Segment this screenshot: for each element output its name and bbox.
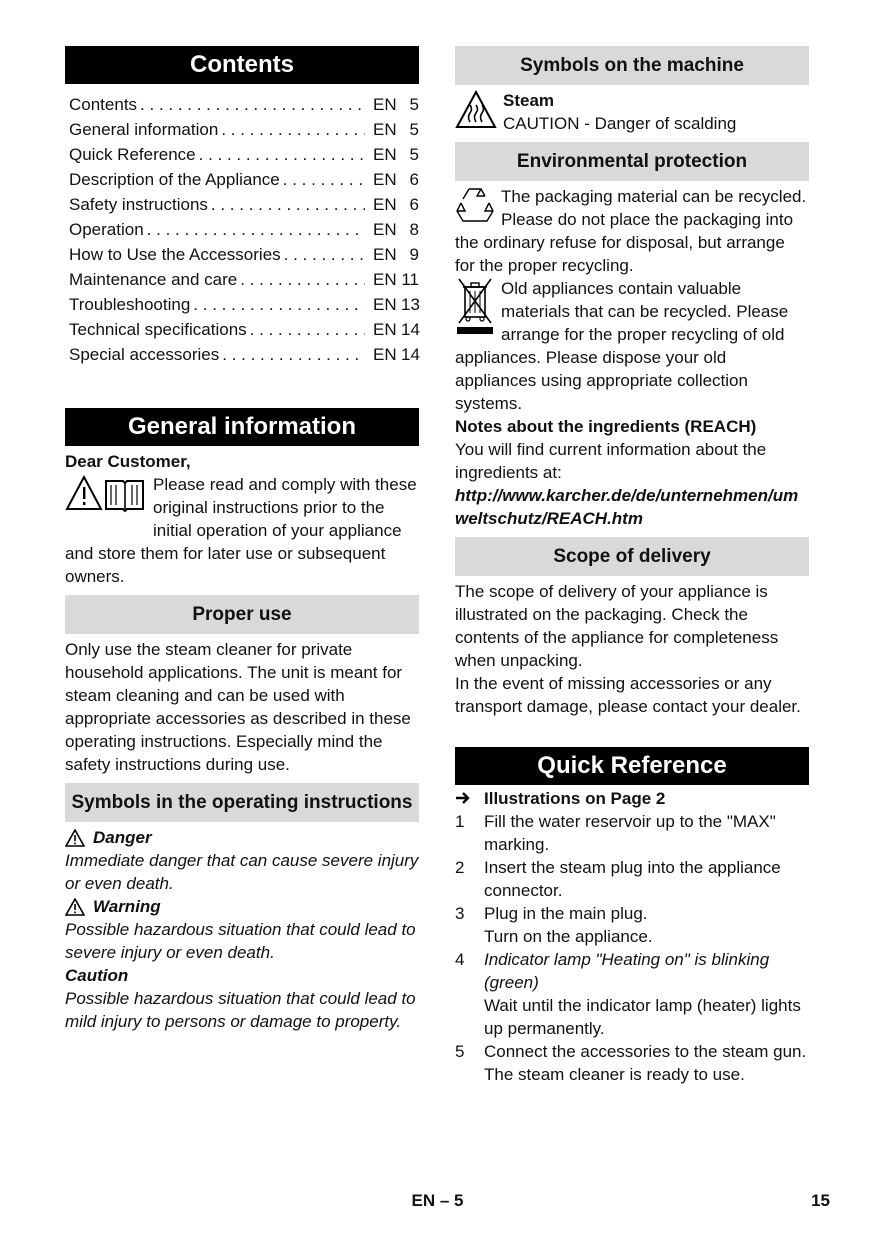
environmental-protection-heading: Environmental protection	[455, 142, 809, 181]
toc-row[interactable]: Safety instructions . . . EN 6	[69, 192, 419, 217]
quick-reference-list	[455, 787, 809, 1086]
quick-reference-heading: Quick Reference	[455, 747, 809, 785]
dear-customer-text: Dear Customer,	[65, 452, 191, 471]
old-appliances-section	[455, 277, 809, 415]
list-item: 3 Plug in the main plug. Turn on the appliance.	[455, 904, 653, 946]
proper-use-heading: Proper use	[65, 595, 419, 634]
toc-row[interactable]: Quick Reference . . . EN 5	[69, 142, 419, 167]
general-information-heading: General information	[65, 408, 419, 446]
reach-heading: Notes about the ingredients (REACH)	[455, 417, 757, 436]
arrow-right-icon	[455, 787, 484, 810]
toc-row[interactable]: Operation . . . EN 8	[69, 217, 419, 242]
symbols-machine-heading: Symbols on the machine	[455, 46, 809, 85]
table-of-contents	[65, 92, 419, 367]
danger-text: Immediate danger that can cause severe injury or even death.	[65, 851, 419, 893]
symbols-operating-heading: Symbols in the operating instructions	[65, 783, 419, 822]
general-information-section	[65, 450, 419, 588]
warning-icon	[65, 898, 85, 916]
steam-label: Steam	[503, 91, 555, 110]
toc-row[interactable]: Troubleshooting . . . EN 13	[69, 292, 419, 317]
recycling-icon	[455, 185, 495, 231]
list-item: 5 Connect the accessories to the steam gun. The steam cleaner is ready to use.	[455, 1042, 807, 1084]
old-appliances-text: Old appliances contain valuable materials that can be recycled. Please arrange for the proper recycling of old appliances. Please dispose your old appliances using appropriate collection systems.	[455, 279, 789, 413]
packaging-recycling-section	[455, 185, 809, 277]
right-column	[455, 46, 809, 1086]
hot-steam-warning-icon	[455, 89, 497, 137]
proper-use-text: Only use the steam cleaner for private household applications. The unit is meant for steam cleaning and can be used with appropriate accessories as described in these operating instructions. Especially mind the safety instructions during use.	[65, 640, 411, 774]
toc-row[interactable]: Special accessories . . . EN 14	[69, 342, 419, 367]
danger-label: Danger	[93, 828, 152, 847]
reach-text: You will find current information about the ingredients at:	[455, 440, 767, 482]
page-number: 15	[811, 1191, 830, 1210]
steam-text: CAUTION - Danger of scalding	[503, 114, 737, 133]
list-item: 1 Fill the water reservoir up to the "MAX" marking.	[455, 812, 776, 854]
warning-manual-icon	[65, 473, 147, 523]
list-item: 2 Insert the steam plug into the appliance connector.	[455, 858, 781, 900]
crossed-bin-icon	[455, 277, 495, 345]
scope-text-dealer: In the event of missing accessories or any transport damage, please contact your dealer.	[455, 674, 801, 716]
packaging-text: The packaging material can be recycled. Please do not place the packaging into the ordinary refuse for disposal, but arrange for the proper recycling.	[455, 187, 807, 275]
list-item: 4 Indicator lamp "Heating on" is blinking (green) Wait until the indicator lamp (heater) lights up permanently.	[455, 950, 801, 1038]
toc-row[interactable]: Maintenance and care . . . EN 11	[69, 267, 419, 292]
warning-text: Possible hazardous situation that could lead to severe injury or even death.	[65, 920, 416, 962]
danger-icon	[65, 829, 85, 847]
caution-text: Possible hazardous situation that could lead to mild injury to persons or damage to property.	[65, 989, 416, 1031]
symbols-operating-section	[65, 826, 419, 1033]
toc-row[interactable]: How to Use the Accessories . . . EN 9	[69, 242, 419, 267]
left-column	[65, 46, 419, 1033]
scope-of-delivery-heading: Scope of delivery	[455, 537, 809, 576]
caution-label: Caution	[65, 966, 129, 985]
page-footer-label: EN – 5	[411, 1191, 464, 1210]
scope-text: The scope of delivery of your appliance is illustrated on the packaging. Check the contents of the appliance for completeness when unpacking.	[455, 582, 779, 670]
toc-row[interactable]: Description of the Appliance . . . EN 6	[69, 167, 419, 192]
toc-row[interactable]: Technical specifications . . . EN 14	[69, 317, 419, 342]
illustrations-reference: Illustrations on Page 2	[484, 789, 666, 808]
contents-heading: Contents	[65, 46, 419, 84]
steam-symbol-section	[455, 89, 809, 137]
warning-label: Warning	[93, 897, 161, 916]
reach-link[interactable]: http://www.karcher.de/de/unternehmen/umweltschutz/REACH.htm	[455, 486, 799, 528]
read-instructions-text: Please read and comply with these original instructions prior to the initial operation of your appliance and store them for later use or subsequent owners.	[65, 475, 417, 586]
toc-row[interactable]: General information . . . EN 5	[69, 117, 419, 142]
toc-row[interactable]: Contents . . . EN 5	[69, 92, 419, 117]
